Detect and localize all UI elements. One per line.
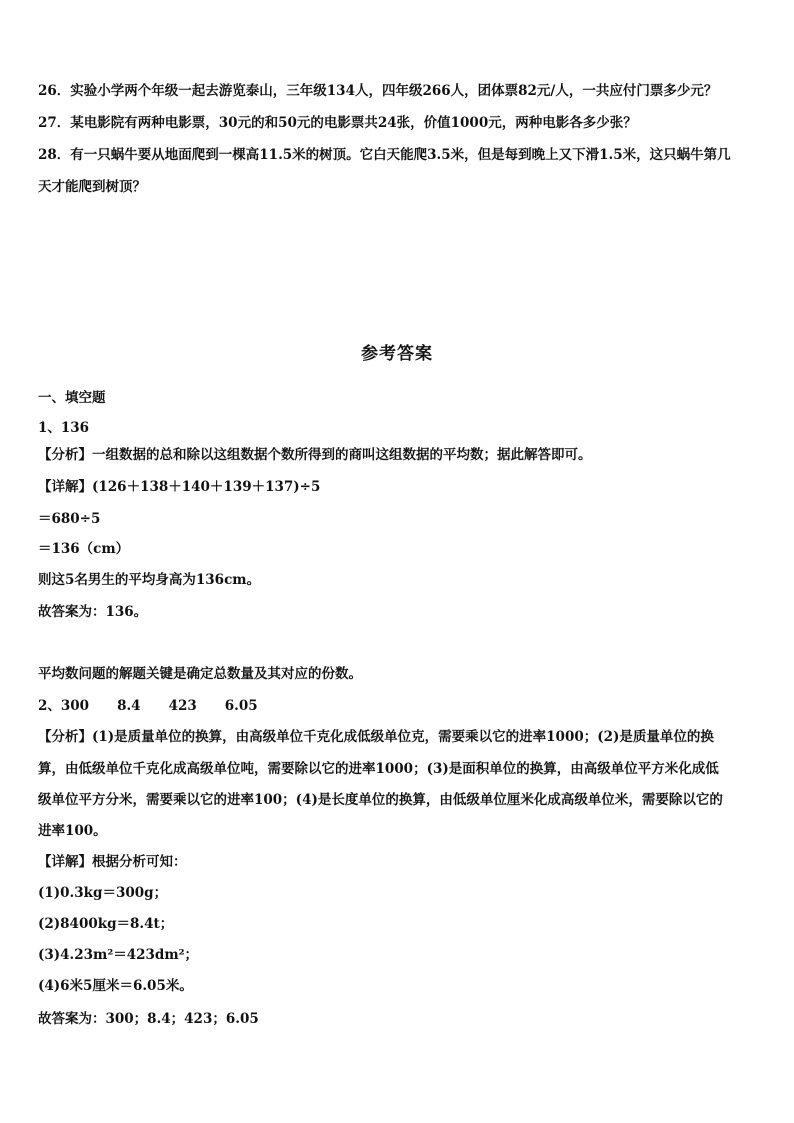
answer-2-step-2: (2)8400kg＝8.4t；	[38, 916, 174, 932]
answer-2-analysis-line: 算，由低级单位千克化成高级单位吨，需要除以它的进率1000；(3)是面积单位的换算，由高级单位平方米化成低	[38, 761, 719, 777]
answer-2-label-row	[38, 697, 286, 715]
answer-1-note: 平均数问题的解题关键是确定总数量及其对应的份数。	[38, 666, 362, 682]
answer-2-value: 6.05	[224, 698, 258, 714]
answer-1-detail-2: ＝680÷5	[38, 511, 101, 527]
section-heading: 一、填空题	[38, 390, 106, 406]
answer-1-conclusion: 故答案为：136。	[38, 604, 148, 620]
answer-2-value: 423	[168, 698, 197, 714]
question-28-line-2: 天才能爬到树顶？	[38, 179, 146, 195]
answer-1-detail-1: 【详解】(126＋138＋140＋139＋137)÷5	[38, 479, 321, 495]
answer-2-label: 2、300	[38, 698, 90, 714]
answer-2-step-3: (3)4.23m²＝423dm²；	[38, 947, 199, 963]
answer-2-analysis-line: 级单位平方分米，需要乘以它的进率100；(4)是长度单位的换算，由低级单位厘米化成高级单位米，需要除以它的	[38, 792, 723, 808]
question-27: 27．某电影院有两种电影票，30元的和50元的电影票共24张，价值1000元，两种电影各多少张？	[38, 115, 637, 131]
question-26: 26．实验小学两个年级一起去游览泰山，三年级134人，四年级266人，团体票82元/人，一共应付门票多少元？	[38, 83, 718, 99]
answer-title: 参考答案	[361, 344, 433, 364]
answer-1-detail-3: ＝136（cm）	[38, 541, 130, 557]
answer-2-step-1: (1)0.3kg＝300g；	[38, 885, 168, 901]
answer-2-detail-intro: 【详解】根据分析可知：	[38, 854, 187, 870]
question-28-line-1: 28．有一只蜗牛要从地面爬到一棵高11.5米的树顶。它白天能爬3.5米，但是每到晚上又下滑1.5米，这只蜗牛第几	[38, 147, 731, 163]
answer-2-step-4: (4)6米5厘米＝6.05米。	[38, 978, 193, 994]
answer-1-analysis: 【分析】一组数据的总和除以这组数据个数所得到的商叫这组数据的平均数；据此解答即可。	[38, 447, 592, 463]
answer-2-value: 8.4	[117, 698, 141, 714]
answer-2-analysis-line: 【分析】(1)是质量单位的换算，由高级单位千克化成低级单位克，需要乘以它的进率1000；(2)是质量单位的换	[38, 729, 714, 745]
answer-2-analysis-line: 进率100。	[38, 823, 107, 839]
answer-1-detail-4: 则这5名男生的平均身高为136cm。	[38, 572, 261, 588]
answer-1-label: 1、136	[38, 420, 90, 436]
answer-2-conclusion: 故答案为：300；8.4；423；6.05	[38, 1011, 259, 1027]
